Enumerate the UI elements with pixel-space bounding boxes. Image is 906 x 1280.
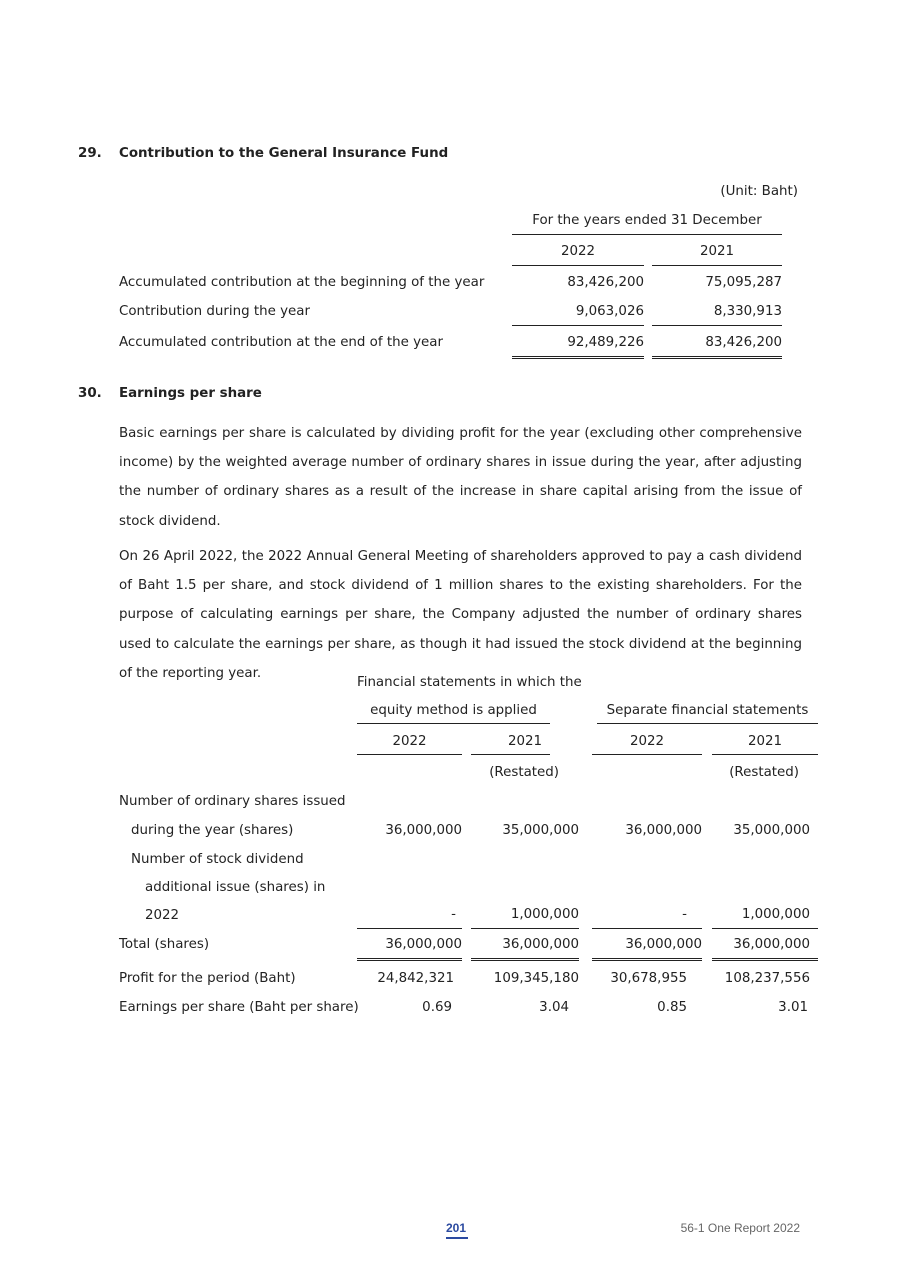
stock-dividend-label-line3: 2022 xyxy=(145,908,180,923)
total-shares-value: 36,000,000 xyxy=(502,937,579,952)
shares-issued-value: 36,000,000 xyxy=(385,823,462,838)
eps-paragraph-2: On 26 April 2022, the 2022 Annual General Meeting of shareholders approved to pay a cash dividend of Baht 1.5 per share, and stock dividend of 1 million shares to the existing shareholders. For the purpose of calculating earnings per share, the Company adjusted the number of ordinary shares used to calculate the earnings per share, as though it had issued the stock dividend at the beginning of the reporting year. xyxy=(119,549,802,681)
stock-dividend-label-line2: additional issue (shares) in xyxy=(145,880,326,895)
eps-label: Earnings per share (Baht per share) xyxy=(119,1000,359,1015)
total-shares-value: 36,000,000 xyxy=(385,937,462,952)
eps-value: 3.04 xyxy=(539,1000,569,1015)
s29-year-2021: 2021 xyxy=(699,244,735,259)
unit-label: (Unit: Baht) xyxy=(720,184,798,199)
eps-paragraph-1: Basic earnings per share is calculated by dividing profit for the year (excluding other comprehensive income) by the weighted average number of ordinary shares in issue during the year, after adjusting the number of ordinary shares as a result of the increase in share capital arising from the issue of stock dividend. xyxy=(119,426,802,529)
s30-year-header: 2022 xyxy=(629,734,665,749)
subtotal-rule xyxy=(712,928,818,929)
separate-header: Separate financial statements xyxy=(606,703,809,718)
total-shares-label: Total (shares) xyxy=(119,937,210,952)
restated-label: (Restated) xyxy=(489,765,559,780)
profit-value: 30,678,955 xyxy=(610,971,687,986)
total-double-rule xyxy=(357,958,462,961)
s29-year-2022: 2022 xyxy=(560,244,596,259)
s29-subtotal-rule xyxy=(512,325,644,326)
profit-value: 24,842,321 xyxy=(377,971,454,986)
s30-year-underline xyxy=(471,754,550,755)
total-double-rule xyxy=(592,958,702,961)
total-double-rule xyxy=(712,958,818,961)
s29-row-value-2021: 83,426,200 xyxy=(705,335,782,350)
s30-year-underline xyxy=(712,754,818,755)
s29-row-label: Accumulated contribution at the beginning of the year xyxy=(119,275,485,290)
subtotal-rule xyxy=(592,928,702,929)
shares-issued-value: 35,000,000 xyxy=(502,823,579,838)
s29-row-value-2022: 83,426,200 xyxy=(567,275,644,290)
eps-value: 0.85 xyxy=(657,1000,687,1015)
profit-value: 109,345,180 xyxy=(493,971,579,986)
total-shares-value: 36,000,000 xyxy=(625,937,702,952)
s30-year-underline xyxy=(592,754,702,755)
subtotal-rule xyxy=(471,928,579,929)
stock-dividend-value: - xyxy=(451,907,456,922)
eps-value: 3.01 xyxy=(778,1000,808,1015)
stock-dividend-value: - xyxy=(682,907,687,922)
equity-header-underline xyxy=(357,723,550,724)
s29-row-label: Contribution during the year xyxy=(119,304,310,319)
page-number-underline xyxy=(446,1237,468,1239)
separate-header-underline xyxy=(597,723,818,724)
stock-dividend-value: 1,000,000 xyxy=(510,907,579,922)
s30-year-header: 2022 xyxy=(392,734,427,749)
profit-label: Profit for the period (Baht) xyxy=(119,971,296,986)
section-30-number: 30. xyxy=(78,386,102,401)
s29-total-double-rule xyxy=(652,356,782,359)
equity-header-line2: equity method is applied xyxy=(370,703,537,718)
s29-year-2022-underline xyxy=(512,265,644,266)
shares-issued-label-line2: during the year (shares) xyxy=(131,823,294,838)
s29-subtotal-rule xyxy=(652,325,782,326)
total-double-rule xyxy=(471,958,579,961)
restated-label: (Restated) xyxy=(729,765,799,780)
s29-row-value-2021: 8,330,913 xyxy=(713,304,782,319)
profit-value: 108,237,556 xyxy=(724,971,810,986)
page-number: 201 xyxy=(445,1221,467,1235)
s29-row-value-2021: 75,095,287 xyxy=(705,275,782,290)
equity-header-line1: Financial statements in which the xyxy=(357,675,582,690)
subtotal-rule xyxy=(357,928,462,929)
stock-dividend-value: 1,000,000 xyxy=(741,907,810,922)
s29-year-2021-underline xyxy=(652,265,782,266)
section-30-title: Earnings per share xyxy=(119,386,262,401)
s30-year-header: 2021 xyxy=(747,734,783,749)
s29-total-double-rule xyxy=(512,356,644,359)
total-shares-value: 36,000,000 xyxy=(733,937,810,952)
period-header-underline xyxy=(512,234,782,235)
shares-issued-label-line1: Number of ordinary shares issued xyxy=(119,794,346,809)
s29-row-label: Accumulated contribution at the end of the year xyxy=(119,335,443,350)
stock-dividend-label-line1: Number of stock dividend xyxy=(131,852,304,867)
period-header: For the years ended 31 December xyxy=(532,213,762,228)
section-29-number: 29. xyxy=(78,146,102,161)
section-29-title: Contribution to the General Insurance Fund xyxy=(119,146,449,161)
s29-row-value-2022: 9,063,026 xyxy=(575,304,644,319)
shares-issued-value: 36,000,000 xyxy=(625,823,702,838)
report-title: 56-1 One Report 2022 xyxy=(680,1221,800,1235)
s30-year-underline xyxy=(357,754,462,755)
s30-year-header: 2021 xyxy=(507,734,543,749)
shares-issued-value: 35,000,000 xyxy=(733,823,810,838)
eps-value: 0.69 xyxy=(422,1000,452,1015)
s29-row-value-2022: 92,489,226 xyxy=(567,335,644,350)
